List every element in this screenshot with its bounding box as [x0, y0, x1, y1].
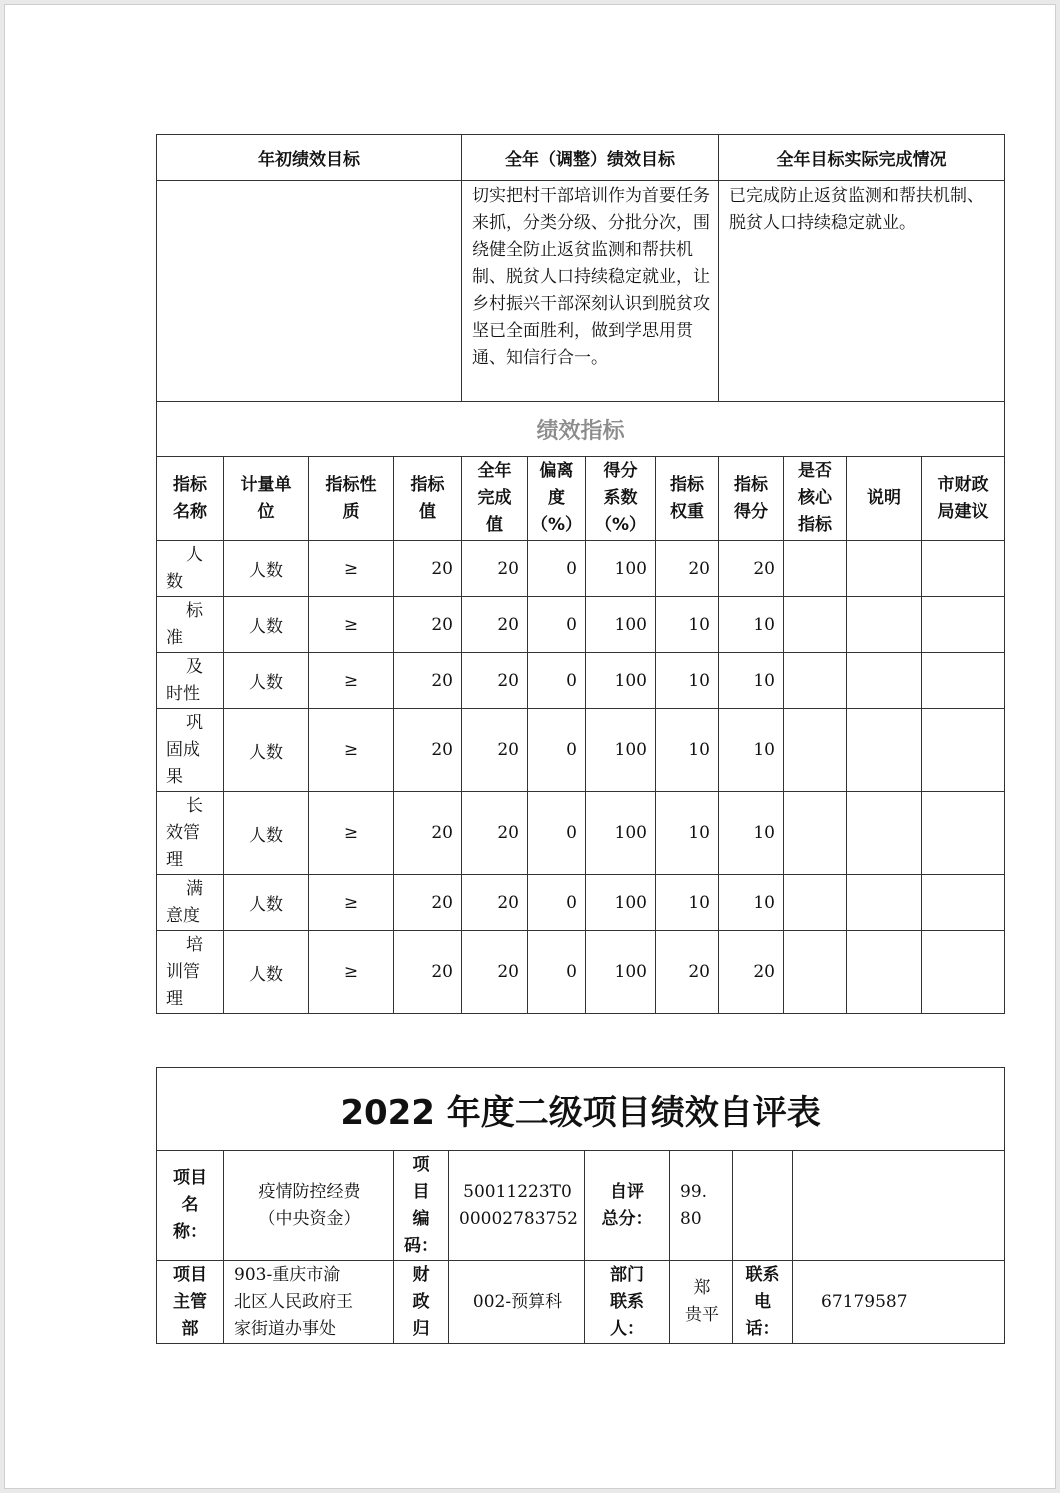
- actual-cell: 20: [462, 653, 528, 709]
- unit-cell: 人数: [224, 792, 309, 875]
- indicator-name: [157, 597, 224, 653]
- finance-label: [394, 1261, 449, 1344]
- header-line: 名称: [173, 501, 207, 522]
- note-cell: [847, 875, 922, 931]
- department-label: [157, 1261, 224, 1344]
- target-cell: 20: [394, 792, 462, 875]
- core-cell: [784, 597, 847, 653]
- label-line: 称：: [173, 1222, 207, 1242]
- label-line: 自评: [610, 1181, 644, 1202]
- coef-cell: 100: [586, 931, 656, 1014]
- score-cell: 10: [719, 597, 784, 653]
- unit-cell: 人数: [224, 875, 309, 931]
- actual-completion-text: 已完成防止返贫监测和帮扶机制、脱贫人口持续稳定就业。: [719, 181, 1005, 402]
- indicator-row: [157, 875, 1005, 931]
- header-line: 值: [486, 515, 503, 535]
- indicator-name-line: 标: [186, 600, 203, 621]
- indicator-row: [157, 931, 1005, 1014]
- indicator-header-cell: [528, 457, 586, 541]
- header-adjusted-goal: 全年（调整）绩效目标: [462, 135, 719, 181]
- indicator-header-cell: [719, 457, 784, 541]
- advice-cell: [922, 597, 1005, 653]
- value-line: 北区人民政府王: [234, 1291, 353, 1312]
- header-line: 指标: [410, 474, 445, 495]
- core-cell: [784, 931, 847, 1014]
- section-title: 绩效指标: [157, 402, 1005, 457]
- indicator-header-cell: [847, 457, 922, 541]
- label-line: 项目: [173, 1264, 207, 1285]
- indicator-name: [157, 653, 224, 709]
- score-label: [585, 1151, 670, 1261]
- performance-table: [156, 134, 1005, 1014]
- header-line: 得分: [734, 501, 768, 522]
- indicator-name-line: 数: [166, 571, 183, 592]
- value-line: 家街道办事处: [234, 1318, 336, 1339]
- value-line: 50011223T0: [463, 1181, 572, 1202]
- indicator-name-line: 意度: [166, 905, 200, 926]
- indicator-rows: [157, 541, 1005, 1014]
- indicator-row: [157, 653, 1005, 709]
- note-cell: [847, 709, 922, 792]
- note-cell: [847, 792, 922, 875]
- empty-cell: [793, 1151, 1005, 1261]
- deviation-cell: 0: [528, 653, 586, 709]
- label-line: 总分：: [601, 1208, 653, 1229]
- deviation-cell: 0: [528, 875, 586, 931]
- indicator-header-cell: [224, 457, 309, 541]
- label-line: 部: [181, 1318, 199, 1339]
- department-value: [224, 1261, 394, 1344]
- score-value: [670, 1151, 733, 1261]
- value-line: （中央资金）: [258, 1208, 361, 1229]
- label-line: 名: [181, 1195, 199, 1215]
- initial-goal-text: [157, 181, 462, 402]
- target-cell: 20: [394, 597, 462, 653]
- header-line: 偏离: [539, 461, 574, 481]
- nature-cell: ≥: [309, 597, 394, 653]
- label-line: 联系: [745, 1264, 780, 1285]
- indicator-name-line: 时性: [166, 683, 200, 704]
- indicator-row: [157, 792, 1005, 875]
- label-line: 码：: [404, 1235, 438, 1256]
- actual-cell: 20: [462, 709, 528, 792]
- indicator-header-cell: [586, 457, 656, 541]
- indicator-name-line: 理: [166, 988, 183, 1009]
- header-line: 全年: [477, 461, 512, 481]
- core-cell: [784, 653, 847, 709]
- label-line: 项: [412, 1154, 430, 1175]
- deviation-cell: 0: [528, 597, 586, 653]
- header-actual-completion: 全年目标实际完成情况: [719, 135, 1005, 181]
- indicator-header-row: [157, 457, 1005, 541]
- goals-body-row: [157, 181, 1005, 402]
- actual-cell: 20: [462, 597, 528, 653]
- indicator-header-cell: [656, 457, 719, 541]
- contact-value: [670, 1261, 733, 1344]
- header-line: 指标: [734, 474, 768, 495]
- actual-cell: 20: [462, 541, 528, 597]
- indicator-name-line: 准: [166, 627, 183, 648]
- phone-label: [733, 1261, 793, 1344]
- weight-cell: 10: [656, 653, 719, 709]
- header-line: 度: [548, 488, 565, 508]
- deviation-cell: 0: [528, 931, 586, 1014]
- header-line: 计量单: [240, 474, 292, 495]
- score-cell: 10: [719, 792, 784, 875]
- header-line: 核心: [798, 488, 832, 508]
- core-cell: [784, 875, 847, 931]
- label-line: 财: [412, 1264, 430, 1285]
- weight-cell: 10: [656, 597, 719, 653]
- nature-cell: ≥: [309, 541, 394, 597]
- header-line: 局建议: [937, 501, 989, 522]
- document-page: [4, 4, 1056, 1489]
- value-line: 郑: [693, 1278, 711, 1298]
- indicator-name-line: 满: [186, 878, 203, 899]
- score-cell: 10: [719, 875, 784, 931]
- header-line: （%）: [594, 515, 647, 535]
- label-line: 电: [754, 1291, 771, 1312]
- header-line: 是否: [798, 461, 832, 481]
- deviation-cell: 0: [528, 792, 586, 875]
- score-cell: 10: [719, 709, 784, 792]
- indicator-header-cell: [309, 457, 394, 541]
- advice-cell: [922, 541, 1005, 597]
- label-line: 归: [412, 1318, 430, 1339]
- indicator-name: [157, 541, 224, 597]
- project-code-value: [449, 1151, 585, 1261]
- target-cell: 20: [394, 709, 462, 792]
- header-line: 指标: [670, 474, 704, 495]
- core-cell: [784, 541, 847, 597]
- coef-cell: 100: [586, 541, 656, 597]
- actual-cell: 20: [462, 792, 528, 875]
- value-line: 903-重庆市渝: [234, 1264, 341, 1285]
- indicator-name-line: 培: [186, 934, 203, 955]
- score-cell: 20: [719, 541, 784, 597]
- finance-value: 002-预算科: [449, 1261, 585, 1344]
- project-name-label: [157, 1151, 224, 1261]
- weight-cell: 10: [656, 875, 719, 931]
- indicator-name: [157, 875, 224, 931]
- header-line: 质: [342, 501, 360, 522]
- indicator-name-line: 果: [166, 766, 183, 787]
- value-line: 贵平: [685, 1305, 719, 1325]
- form-title-row: [157, 1068, 1005, 1151]
- core-cell: [784, 709, 847, 792]
- header-line: 说明: [867, 488, 901, 508]
- label-line: 项目: [173, 1168, 207, 1188]
- indicator-name-line: 及: [186, 656, 203, 677]
- header-line: 完成: [477, 488, 512, 508]
- unit-cell: 人数: [224, 653, 309, 709]
- empty-cell: [733, 1151, 793, 1261]
- core-cell: [784, 792, 847, 875]
- header-line: 值: [419, 501, 436, 522]
- header-line: 市财政: [937, 474, 989, 495]
- indicator-name-line: 效管: [166, 822, 200, 843]
- indicator-row: [157, 597, 1005, 653]
- advice-cell: [922, 875, 1005, 931]
- indicator-header-cell: [157, 457, 224, 541]
- section-title-row: [157, 402, 1005, 457]
- weight-cell: 10: [656, 792, 719, 875]
- form-row-department: [157, 1261, 1005, 1344]
- label-line: 人：: [610, 1318, 644, 1339]
- label-line: 政: [412, 1291, 430, 1312]
- phone-value: 67179587: [793, 1261, 1005, 1344]
- value-line: 疫情防控经费: [258, 1181, 361, 1202]
- label-line: 部门: [610, 1264, 644, 1285]
- deviation-cell: 0: [528, 709, 586, 792]
- indicator-name-line: 训管: [166, 961, 200, 982]
- indicator-name-line: 理: [166, 849, 183, 870]
- label-line: 编: [412, 1208, 430, 1229]
- nature-cell: ≥: [309, 931, 394, 1014]
- indicator-row: [157, 709, 1005, 792]
- project-code-label: [394, 1151, 449, 1261]
- header-line: 权重: [670, 501, 704, 522]
- indicator-header-cell: [462, 457, 528, 541]
- label-line: 目: [412, 1181, 430, 1202]
- unit-cell: 人数: [224, 597, 309, 653]
- header-line: 系数: [603, 488, 638, 508]
- indicator-name: [157, 792, 224, 875]
- form-title: 2022 年度二级项目绩效自评表: [157, 1068, 1005, 1151]
- self-evaluation-form: [156, 1067, 1005, 1344]
- advice-cell: [922, 709, 1005, 792]
- coef-cell: 100: [586, 792, 656, 875]
- target-cell: 20: [394, 541, 462, 597]
- indicator-name-line: 巩: [186, 712, 203, 733]
- target-cell: 20: [394, 875, 462, 931]
- deviation-cell: 0: [528, 541, 586, 597]
- header-line: 指标: [173, 474, 207, 495]
- header-line: 得分: [603, 461, 638, 481]
- note-cell: [847, 653, 922, 709]
- value-line: 80: [680, 1208, 702, 1229]
- note-cell: [847, 931, 922, 1014]
- weight-cell: 20: [656, 931, 719, 1014]
- unit-cell: 人数: [224, 709, 309, 792]
- label-line: 主管: [173, 1291, 207, 1312]
- note-cell: [847, 597, 922, 653]
- indicator-header-cell: [784, 457, 847, 541]
- indicator-header-cell: [922, 457, 1005, 541]
- form-row-project: [157, 1151, 1005, 1261]
- actual-cell: 20: [462, 931, 528, 1014]
- advice-cell: [922, 653, 1005, 709]
- header-initial-goal: 年初绩效目标: [157, 135, 462, 181]
- label-line: 联系: [610, 1291, 644, 1312]
- actual-cell: 20: [462, 875, 528, 931]
- weight-cell: 10: [656, 709, 719, 792]
- target-cell: 20: [394, 653, 462, 709]
- nature-cell: ≥: [309, 792, 394, 875]
- project-name-value: [224, 1151, 394, 1261]
- coef-cell: 100: [586, 875, 656, 931]
- value-line: 00002783752: [459, 1208, 578, 1229]
- advice-cell: [922, 931, 1005, 1014]
- indicator-name: [157, 931, 224, 1014]
- nature-cell: ≥: [309, 875, 394, 931]
- header-line: （%）: [530, 515, 583, 535]
- weight-cell: 20: [656, 541, 719, 597]
- coef-cell: 100: [586, 653, 656, 709]
- header-line: 指标性: [325, 474, 377, 495]
- unit-cell: 人数: [224, 931, 309, 1014]
- label-line: 话：: [745, 1318, 780, 1339]
- note-cell: [847, 541, 922, 597]
- header-line: 指标: [798, 515, 832, 535]
- indicator-row: [157, 541, 1005, 597]
- score-cell: 20: [719, 931, 784, 1014]
- goals-header-row: [157, 135, 1005, 181]
- advice-cell: [922, 792, 1005, 875]
- coef-cell: 100: [586, 597, 656, 653]
- target-cell: 20: [394, 931, 462, 1014]
- adjusted-goal-text: 切实把村干部培训作为首要任务来抓，分类分级、分批分次，围绕健全防止返贫监测和帮扶机制、脱贫人口持续稳定就业，让乡村振兴干部深刻认识到脱贫攻坚已全面胜利，做到学思用贯通、知信行合一。: [462, 181, 719, 402]
- nature-cell: ≥: [309, 653, 394, 709]
- nature-cell: ≥: [309, 709, 394, 792]
- indicator-name-line: 长: [186, 795, 203, 816]
- coef-cell: 100: [586, 709, 656, 792]
- unit-cell: 人数: [224, 541, 309, 597]
- value-line: 99.: [680, 1181, 708, 1202]
- header-line: 位: [257, 501, 275, 522]
- contact-label: [585, 1261, 670, 1344]
- indicator-name-line: 人: [186, 544, 203, 565]
- indicator-name-line: 固成: [166, 739, 200, 760]
- indicator-header-cell: [394, 457, 462, 541]
- score-cell: 10: [719, 653, 784, 709]
- indicator-name: [157, 709, 224, 792]
